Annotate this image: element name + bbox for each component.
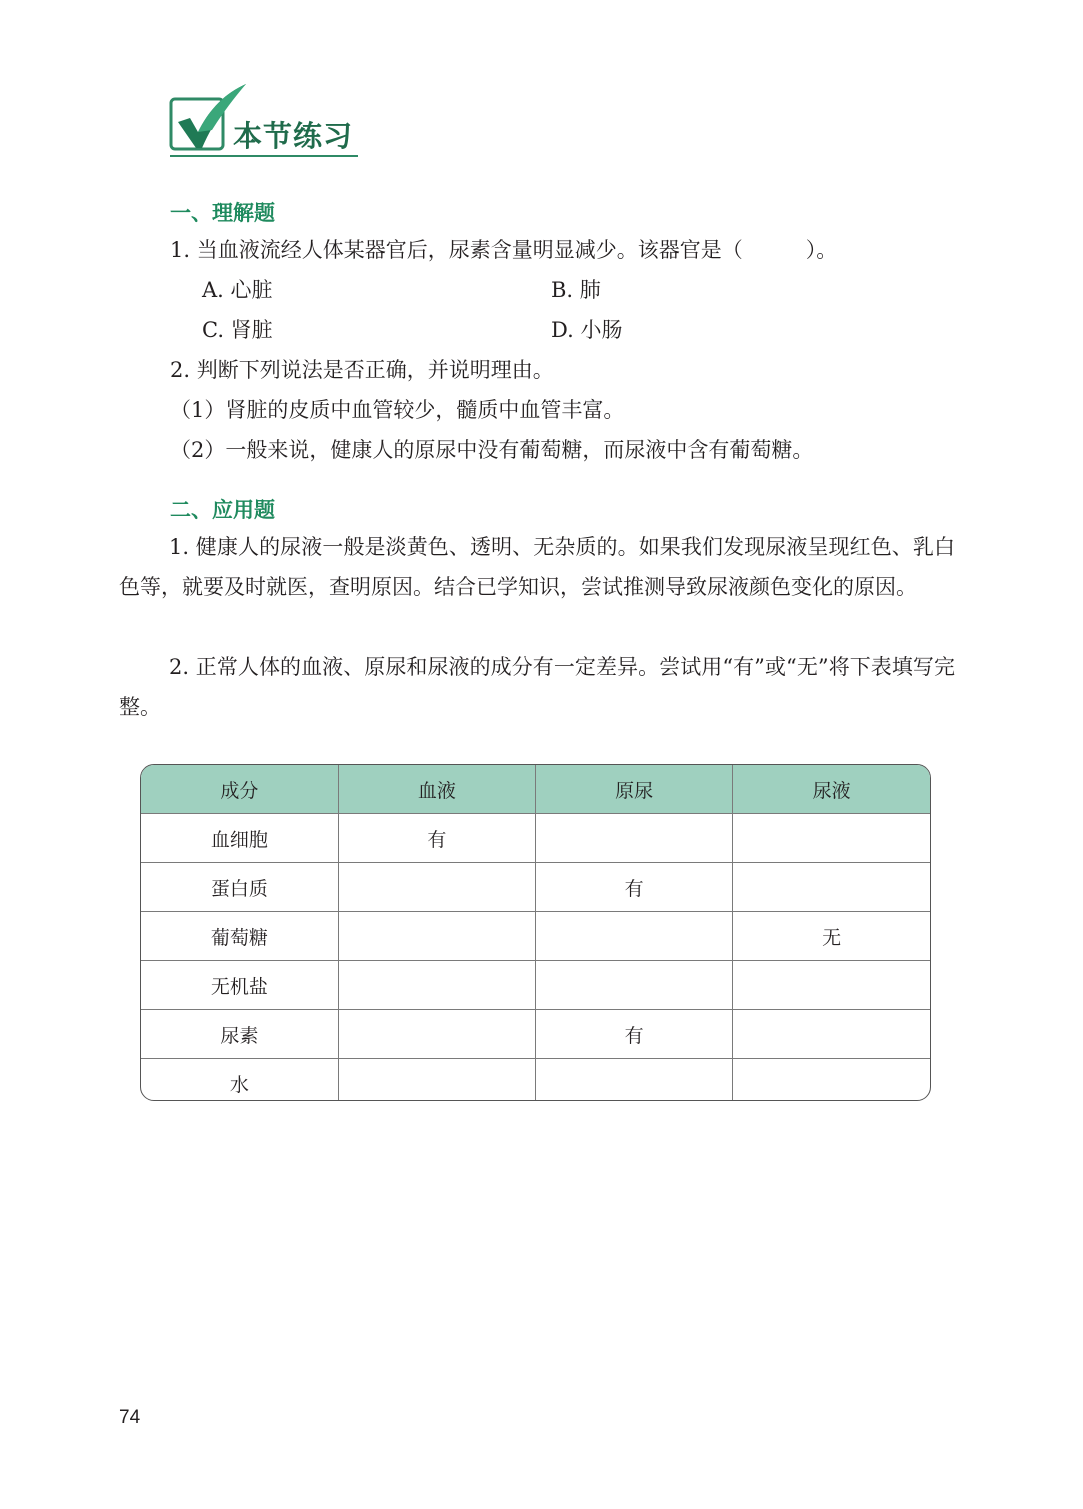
table-cell bbox=[536, 814, 733, 863]
composition-table bbox=[140, 764, 931, 1101]
section-title: 本节练习 bbox=[233, 119, 354, 153]
table-row bbox=[141, 1010, 930, 1059]
table-cell bbox=[733, 814, 930, 863]
application-question-2: 2. 正常人体的血液、原尿和尿液的成分有一定差异。尝试用“有”或“无”将下表填写完整。 bbox=[119, 655, 955, 719]
table-header-cell: 成分 bbox=[141, 765, 338, 814]
table-cell: 葡萄糖 bbox=[141, 912, 338, 961]
table-cell: 蛋白质 bbox=[141, 863, 338, 912]
table-header-cell: 尿液 bbox=[733, 765, 930, 814]
page-number: 74 bbox=[119, 1407, 141, 1428]
table-header-cell: 原尿 bbox=[536, 765, 733, 814]
table-cell bbox=[338, 1010, 535, 1059]
table-cell bbox=[733, 1010, 930, 1059]
section-heading-application: 二、应用题 bbox=[170, 498, 275, 522]
table-cell bbox=[338, 961, 535, 1010]
title-underline bbox=[170, 155, 358, 157]
option-d: D. 小肠 bbox=[551, 318, 623, 342]
option-c: C. 肾脏 bbox=[202, 318, 273, 342]
table-cell bbox=[338, 1059, 535, 1102]
table-cell bbox=[536, 912, 733, 961]
question-2-item-1: （1）肾脏的皮质中血管较少，髓质中血管丰富。 bbox=[170, 398, 625, 422]
table-row bbox=[141, 961, 930, 1010]
table-cell: 有 bbox=[536, 1010, 733, 1059]
table-cell: 无机盐 bbox=[141, 961, 338, 1010]
table-cell bbox=[338, 863, 535, 912]
question-2-stem: 2. 判断下列说法是否正确，并说明理由。 bbox=[170, 358, 554, 382]
table-cell: 有 bbox=[338, 814, 535, 863]
option-b: B. 肺 bbox=[551, 278, 601, 302]
application-question-1: 1. 健康人的尿液一般是淡黄色、透明、无杂质的。如果我们发现尿液呈现红色、乳白色等，就要及时就医，查明原因。结合已学知识，尝试推测导致尿液颜色变化的原因。 bbox=[119, 535, 955, 599]
table-cell: 无 bbox=[733, 912, 930, 961]
table-cell bbox=[733, 863, 930, 912]
table-cell bbox=[733, 961, 930, 1010]
question-2-item-2: （2）一般来说，健康人的原尿中没有葡萄糖，而尿液中含有葡萄糖。 bbox=[170, 438, 814, 462]
table-cell bbox=[536, 1059, 733, 1102]
section-heading-comprehension: 一、理解题 bbox=[170, 201, 275, 225]
table-cell: 有 bbox=[536, 863, 733, 912]
table-cell: 水 bbox=[141, 1059, 338, 1102]
table-row bbox=[141, 814, 930, 863]
option-a: A. 心脏 bbox=[202, 278, 273, 302]
table-cell: 血细胞 bbox=[141, 814, 338, 863]
table-row bbox=[141, 912, 930, 961]
table-row bbox=[141, 1059, 930, 1102]
question-1-stem: 1. 当血液流经人体某器官后，尿素含量明显减少。该器官是（ ）。 bbox=[170, 238, 838, 262]
table-row bbox=[141, 863, 930, 912]
table-header-cell: 血液 bbox=[338, 765, 535, 814]
table-cell bbox=[733, 1059, 930, 1102]
table-cell bbox=[536, 961, 733, 1010]
table-cell: 尿素 bbox=[141, 1010, 338, 1059]
table-header-row bbox=[141, 765, 930, 814]
table-cell bbox=[338, 912, 535, 961]
